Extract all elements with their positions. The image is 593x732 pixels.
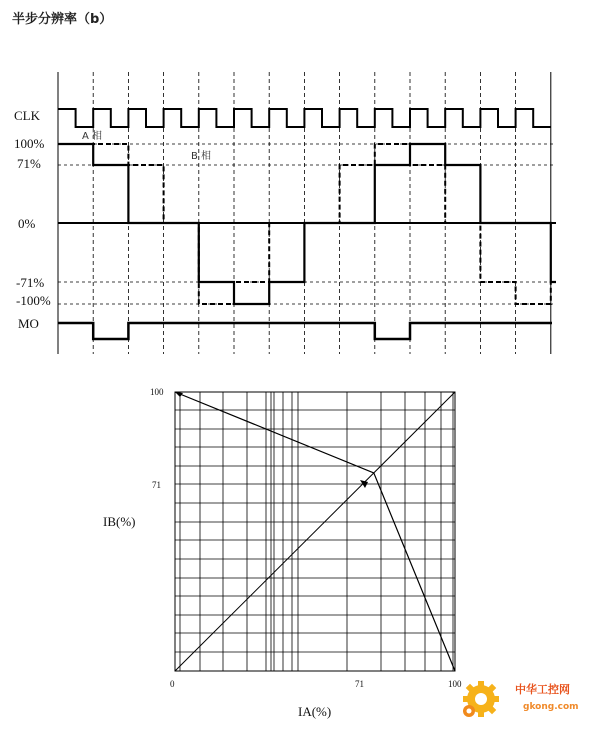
watermark-main-text: 中华工控网: [515, 683, 570, 696]
mo-label: MO: [18, 316, 39, 331]
watermark-sub-text: gkong.com: [523, 702, 579, 712]
x-axis-label: IA(%): [298, 704, 332, 719]
clk-label: CLK: [14, 108, 40, 123]
level-0-label: 0%: [18, 216, 36, 231]
x-tick-71: 71: [355, 679, 364, 689]
mo-waveform: [58, 323, 552, 339]
gear-logo-icon: [463, 681, 499, 717]
phase-a-label: A 相: [82, 131, 103, 142]
locus-diagonal: [175, 392, 455, 671]
level-100-label: 100%: [14, 136, 45, 151]
x-tick-100: 100: [448, 679, 462, 689]
phase-b-label: B 相: [191, 151, 212, 162]
level-71-label: 71%: [17, 156, 41, 171]
start-arrow-icon: [175, 392, 183, 397]
y-axis-label: IB(%): [103, 514, 136, 529]
x-tick-0: 0: [170, 679, 175, 689]
current-locus-chart: [103, 387, 462, 719]
level-minus-71-label: -71%: [16, 275, 45, 290]
y-tick-100: 100: [150, 387, 164, 397]
page-title: 半步分辨率（b）: [12, 12, 113, 27]
clk-waveform: [58, 109, 551, 127]
timing-diagram: [14, 72, 556, 354]
y-tick-71: 71: [152, 480, 161, 490]
watermark: [463, 681, 579, 717]
level-minus-100-label: -100%: [16, 293, 51, 308]
